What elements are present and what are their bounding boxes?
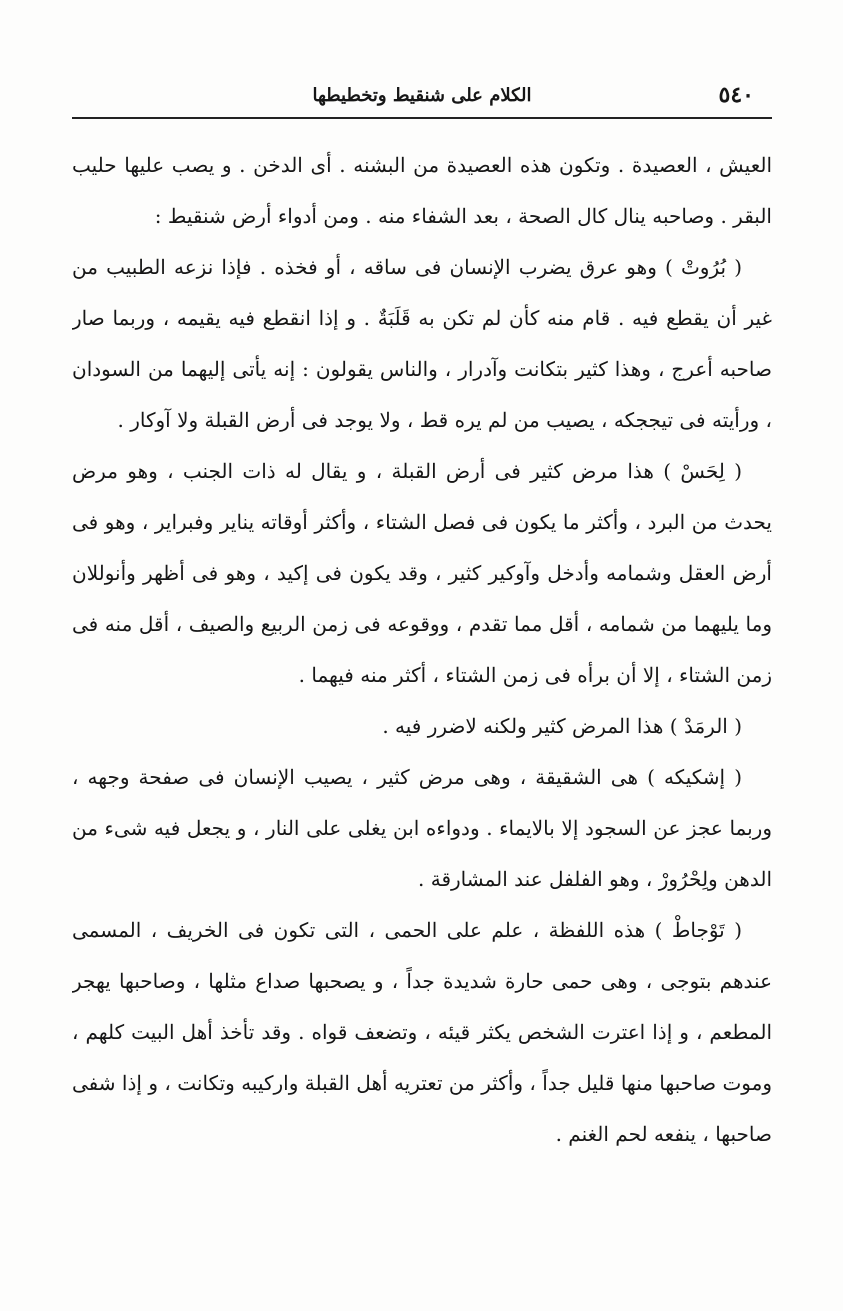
paragraph-ishkika: ( إشكيكه ) هى الشقيقة ، وهى مرض كثير ، يصيب الإنسان فى صفحة وجهه ، وربما عجز عن السجود إلا بالايماء . ودواءه ابن يغلى على النار ، و يجعل فيه شىء من الدهن ولِحْرُورْ ، وهو الفلفل عند المشارقة . [72, 765, 772, 891]
paragraph-tawjat: ( تَوْجاطْ ) هذه اللفظة ، علم على الحمى ، التى تكون فى الخريف ، المسمى عندهم بتوجى ، وهى حمى حارة شديدة جداً ، و يصحبها صداع مثلها ، وصاحبها يهجر المطعم ، و إذا اعترت الشخص يكثر قيئه ، وتضعف قواه . وقد تأخذ أهل البيت كلهم ، وموت صاحبها منها قليل جداً ، وأكثر من تعتريه أهل القبلة واركيبه وتكانت ، و إذا شفى صاحبها ، ينفعه لحم الغنم . [72, 918, 772, 1146]
paragraph-intro: العيش ، العصيدة . وتكون هذه العصيدة من البشنه . أى الدخن . و يصب عليها حليب البقر . وصاحبه ينال كال الصحة ، بعد الشفاء منه . ومن أدواء أرض شنقيط : [72, 153, 772, 228]
body-text [72, 140, 772, 1280]
page-header [72, 80, 772, 116]
paragraph-broot: ( بُرُوتْ ) وهو عرق يضرب الإنسان فى ساقه ، أو فخذه . فإذا نزعه الطبيب من غير أن يقطع فيه . قام منه كأن لم تكن به قَلَبَةٌ . و إذا انقطع فيه يقيمه ، وربما صار صاحبه أعرج ، وهذا كثير بتكانت وآدرار ، والناس يقولون : إنه يأتى إليهما من السودان ، ورأيته فى تيججكه ، يصيب من لم يره قط ، ولا يوجد فى أرض القبلة ولا آوكار . [72, 255, 772, 432]
page-number: ٥٤٠ [718, 82, 754, 108]
header-divider [72, 117, 772, 119]
running-title: الكلام على شنقيط وتخطيطها [312, 85, 532, 106]
paragraph-ramad: ( الرمَدْ ) هذا المرض كثير ولكنه لاضرر فيه . [382, 714, 742, 738]
paragraph-lihas: ( لِحَسْ ) هذا مرض كثير فى أرض القبلة ، و يقال له ذات الجنب ، وهو مرض يحدث من البرد ، وأكثر ما يكون فى فصل الشتاء ، وأكثر أوقاته يناير وفبراير ، وهو فى أرض العقل وشمامه وأدخل وآوكير كثير ، وقد يكون فى إكيد ، وهو فى أظهر وأنوللان وما يليهما من شمامه ، أقل مما تقدم ، ووقوعه فى زمن الربيع والصيف ، أقل منه فى زمن الشتاء ، إلا أن برأه فى زمن الشتاء ، أكثر منه فيهما . [72, 459, 772, 687]
